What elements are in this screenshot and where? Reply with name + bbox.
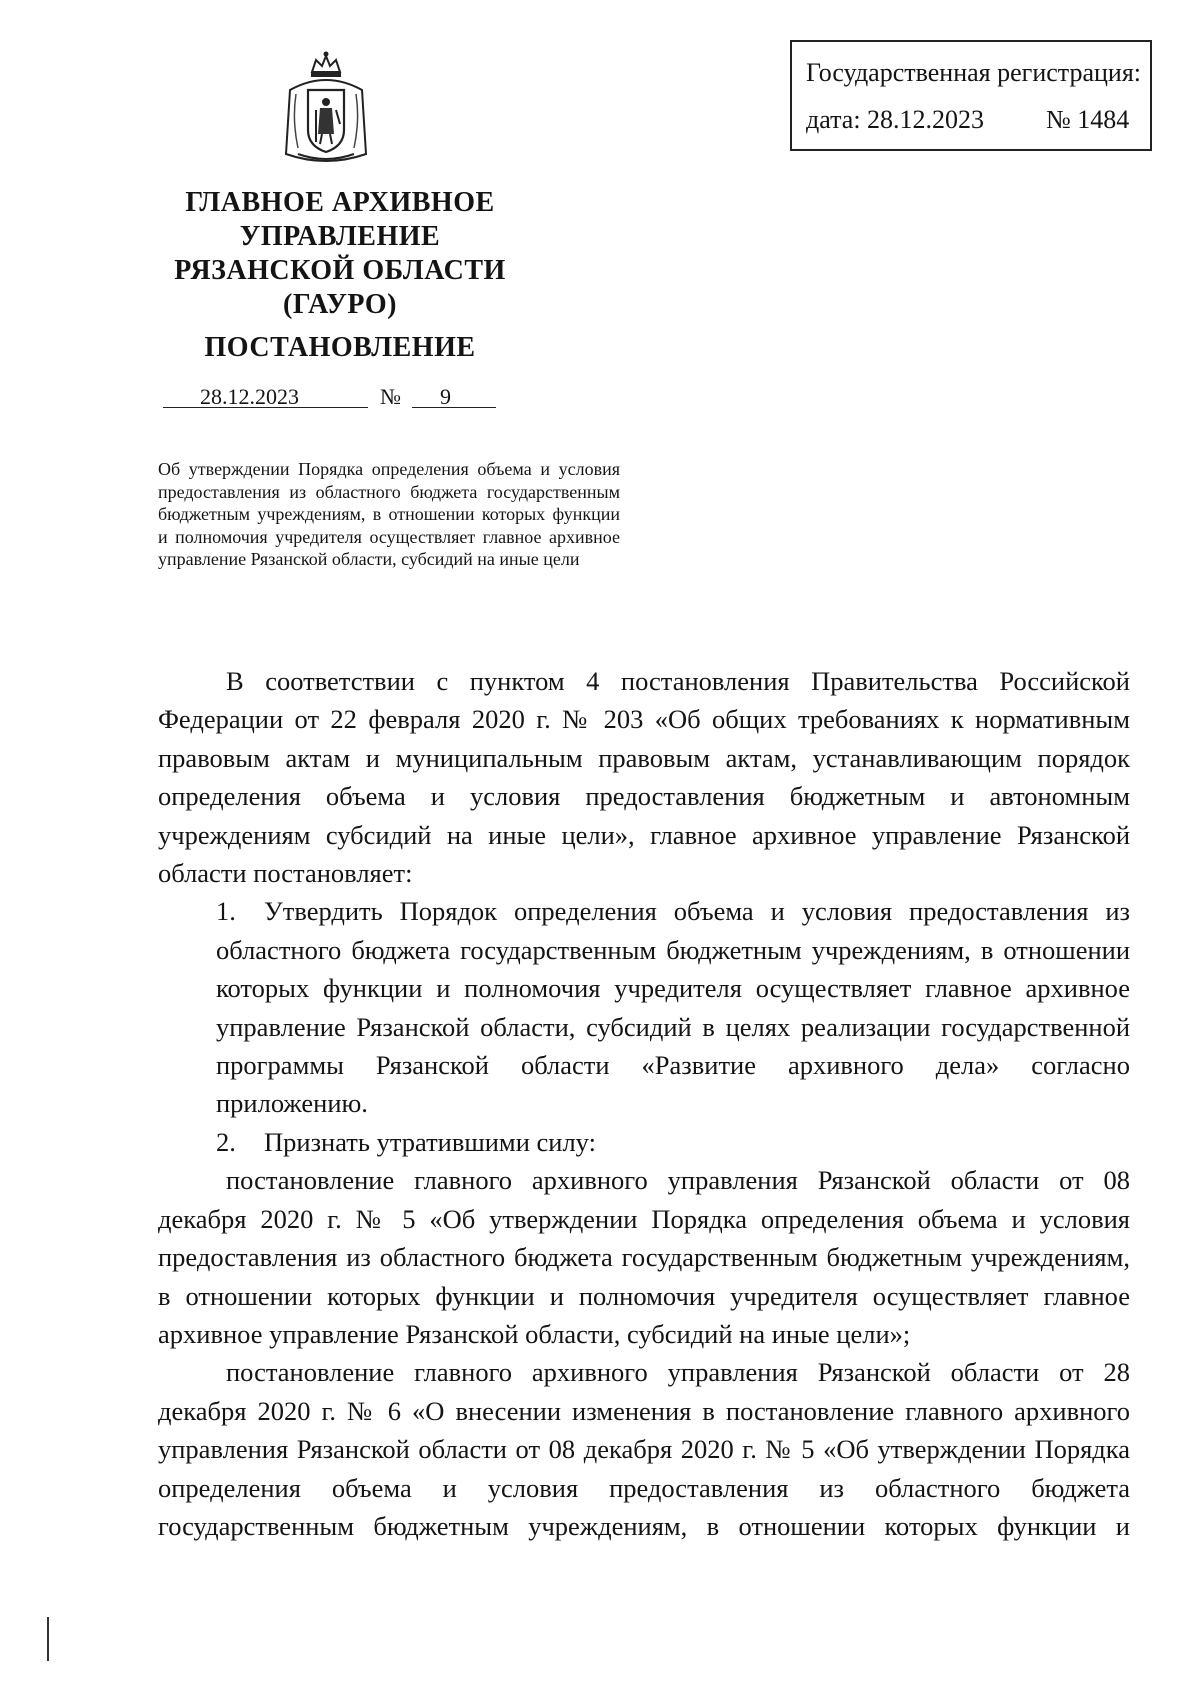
organization-line: РЯЗАНСКОЙ ОБЛАСТИ bbox=[174, 255, 506, 286]
registration-title: Государственная регистрация: bbox=[806, 58, 1142, 87]
document-type: ПОСТАНОВЛЕНИЕ bbox=[204, 332, 476, 363]
document-body bbox=[158, 662, 1130, 1545]
number-sign: № bbox=[380, 384, 401, 409]
repeal-paragraph-2: постановление главного архивного управления Рязанской области от 28 декабря 2020 г. № 6 «О внесении изменения в постановление главного архивного управления Рязанской области от 08 декабря 2020 г. № 5 «Об утверждении Порядка определения объема и условия предоставления из областного бюджета государственным бюджетным учреждениям, в отношении которых функции и bbox=[158, 1357, 1130, 1541]
preamble-paragraph: В соответствии с пунктом 4 постановления Правительства Российской Федерации от 22 февраля 2020 г. № 203 «Об общих требованиях к нормативным правовым актам и муниципальным правовым актам, устанавливающим порядок определения объема и условия предоставления бюджетным и автономным учреждениям субсидий на иные цели», главное архивное управление Рязанской области постановляет: bbox=[158, 666, 1130, 889]
item-2-number: 2. bbox=[216, 1126, 236, 1157]
document-number: 9 bbox=[440, 384, 451, 409]
registration-date: дата: 28.12.2023 bbox=[806, 105, 985, 134]
document-date: 28.12.2023 bbox=[200, 384, 299, 409]
item-2-text: Признать утратившими силу: bbox=[264, 1126, 596, 1157]
organization-line: УПРАВЛЕНИЕ bbox=[239, 221, 441, 252]
registration-box bbox=[790, 40, 1152, 151]
item-1-number: 1. bbox=[216, 896, 236, 927]
document-subject: Об утверждении Порядка определения объема и условия предоставления из областного бюджета государственным бюджетным учреждениям, в отношении которых функции и полномочия учредителя осуществляет главное архивное управление Рязанской области, субсидий на иные цели bbox=[158, 459, 620, 569]
registration-number: № 1484 bbox=[1046, 105, 1130, 134]
item-1-paragraph bbox=[158, 892, 1130, 1122]
organization-line: ГЛАВНОЕ АРХИВНОЕ bbox=[185, 187, 495, 218]
organization-title bbox=[140, 186, 540, 322]
item-2-paragraph bbox=[158, 1123, 1130, 1161]
organization-line: (ГАУРО) bbox=[283, 289, 397, 320]
coat-of-arms-icon bbox=[282, 50, 370, 170]
repeal-paragraph-1: постановление главного архивного управления Рязанской области от 08 декабря 2020 г. № 5 «Об утверждении Порядка определения объема и условия предоставления из областного бюджета государственным бюджетным учреждениям, в отношении которых функции и полномочия учредителя осуществляет главное архивное управление Рязанской области, субсидий на иные цели»; bbox=[158, 1165, 1130, 1349]
margin-mark bbox=[47, 1617, 49, 1661]
item-1-text: Утвердить Порядок определения объема и условия предоставления из областного бюджета государственным бюджетным учреждениям, в отношении которых функции и полномочия учредителя осуществляет главное архивное управление Рязанской области, субсидий в целях реализации государственной программы Рязанской области «Развитие архивного дела» согласно приложению. bbox=[216, 896, 1130, 1119]
number-underline bbox=[412, 407, 496, 408]
